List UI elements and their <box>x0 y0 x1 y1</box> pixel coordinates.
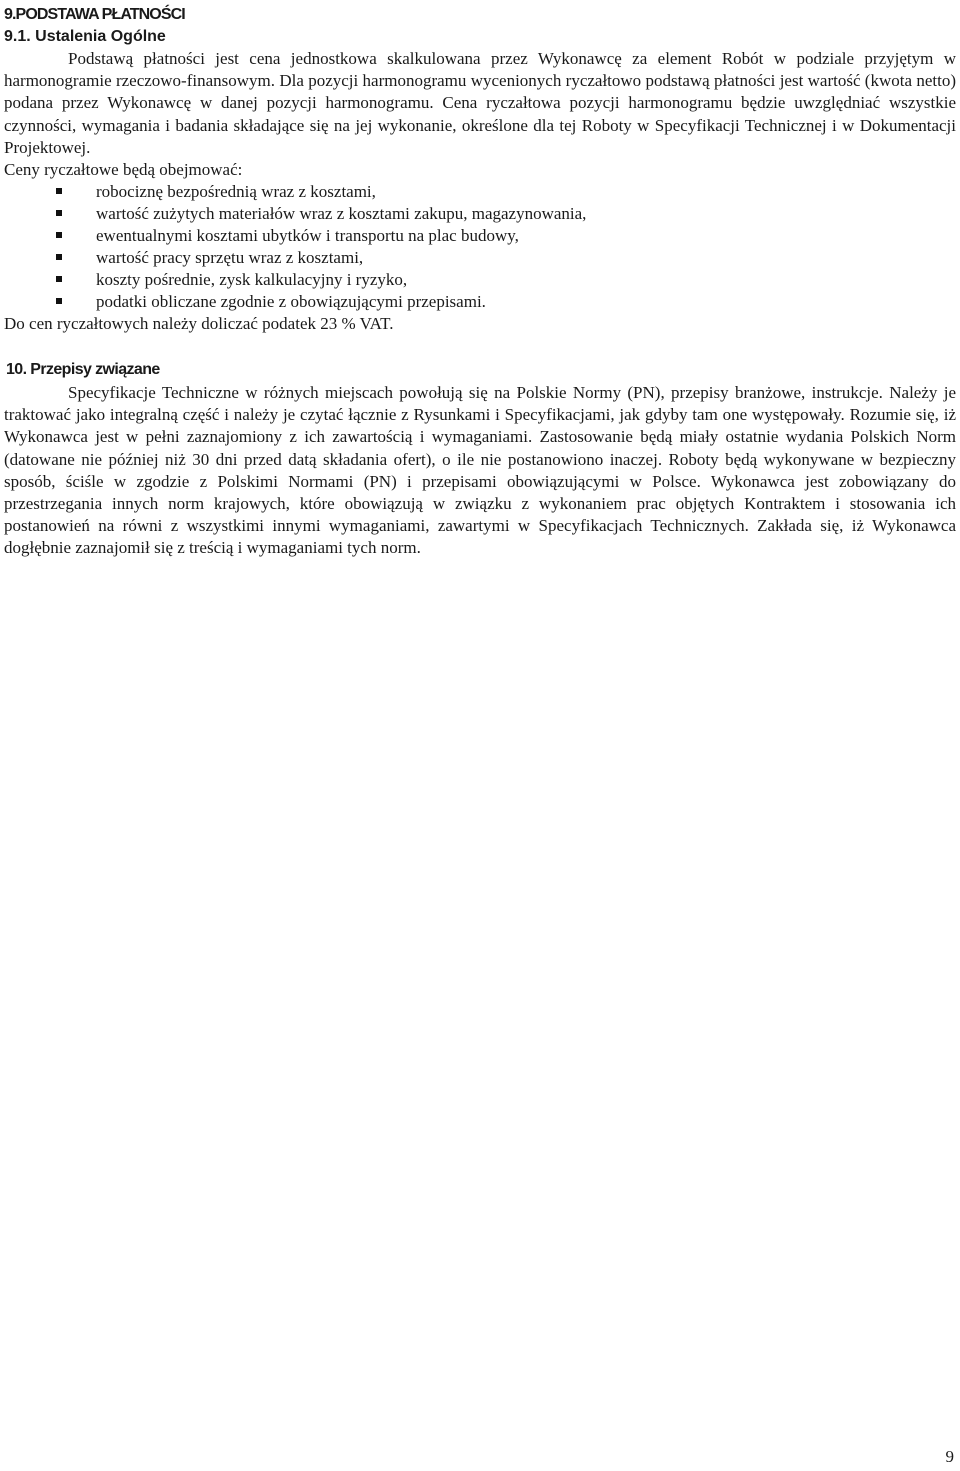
cost-components-list <box>4 181 956 313</box>
list-intro: Ceny ryczałtowe będą obejmować: <box>4 160 243 180</box>
list-item-text: koszty pośrednie, zysk kalkulacyjny i ryzyko, <box>96 270 408 290</box>
regulations-paragraph <box>4 382 956 560</box>
list-item-text: wartość zużytych materiałów wraz z kosztami zakupu, magazynowania, <box>96 204 587 224</box>
list-item <box>4 269 956 291</box>
document-page <box>4 2 956 560</box>
list-item <box>4 203 956 225</box>
bullet-square-icon <box>56 188 62 194</box>
bullet-square-icon <box>56 232 62 238</box>
list-item <box>4 291 956 313</box>
list-item-text: ewentualnymi kosztami ubytków i transportu na plac budowy, <box>96 226 519 246</box>
section-heading: 10. Przepisy związane <box>6 361 160 379</box>
subsection-heading: 9.1. Ustalenia Ogólne <box>4 28 166 45</box>
bullet-square-icon <box>56 254 62 260</box>
vat-note: Do cen ryczałtowych należy doliczać podatek 23 % VAT. <box>4 314 394 334</box>
section-9 <box>4 4 956 335</box>
regulations-paragraph-text: Specyfikacje Techniczne w różnych miejscach powołują się na Polskie Normy (PN), przepisy branżowe, instrukcje. Należy je traktować jako integralną część i należy je czytać łącznie z Rysunkami i Specyfikacjami, jak gdyby tam one występowały. Rozumie się, iż Wykonawca jest w pełni zaznajomiony z ich zawartością i wymaganiami. Zastosowanie będą miały ostatnie wydania Polskich Norm (datowane nie później niż 30 dni przed datą składania ofert), o ile nie postanowiono inaczej. Roboty będą wykonywane w bezpieczny sposób, ściśle w zgodzie z Polskimi Normami (PN) i przepisami obowiązującymi w Polsce. Wykonawca jest zobowiązany do przestrzegania innych norm krajowych, które obowiązują w związku z wykonaniem prac objętych Kontraktem i stosowania ich postanowień na równi z wszystkimi innymi wymaganiami, zawartymi w Specyfikacjach Technicznych. Zakłada się, iż Wykonawca dogłębnie zaznajomił się z treścią i wymaganiami tych norm. <box>4 383 956 558</box>
payment-paragraph-text: Podstawą płatności jest cena jednostkowa skalkulowana przez Wykonawcę za element Robót w podziale przyjętym w harmonogramie rzeczowo-finansowym. Dla pozycji harmonogramu wycenionych ryczałtowo podstawą płatności jest wartość (kwota netto) podana przez Wykonawcę w danej pozycji harmonogramu. Cena ryczałtowa pozycji harmonogramu będzie uwzględniać wszystkie czynności, wymagania i badania składające się na jej wykonanie, określone dla tej Roboty w Specyfikacji Technicznej i w Dokumentacji Projektowej. <box>4 49 956 157</box>
section-heading: 9.PODSTAWA PŁATNOŚCI <box>4 6 185 23</box>
page-number: 9 <box>945 1447 954 1466</box>
bullet-square-icon <box>56 276 62 282</box>
list-item <box>4 225 956 247</box>
list-item-text: podatki obliczane zgodnie z obowiązującymi przepisami. <box>96 292 486 312</box>
list-item <box>4 181 956 203</box>
payment-paragraph <box>4 48 956 159</box>
section-10 <box>4 359 956 560</box>
list-item-text: robociznę bezpośrednią wraz z kosztami, <box>96 182 376 202</box>
bullet-square-icon <box>56 210 62 216</box>
bullet-square-icon <box>56 298 62 304</box>
list-item <box>4 247 956 269</box>
list-item-text: wartość pracy sprzętu wraz z kosztami, <box>96 248 364 268</box>
